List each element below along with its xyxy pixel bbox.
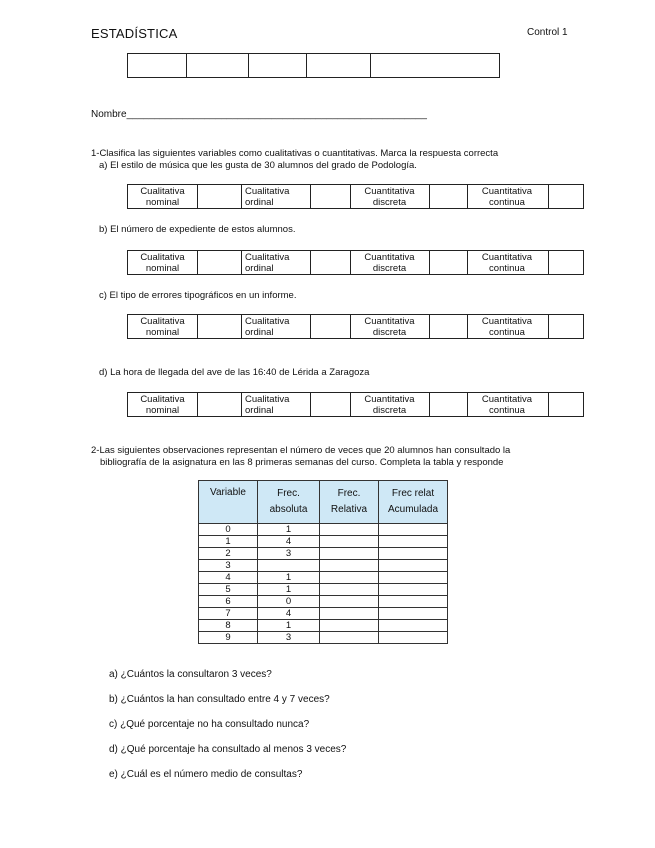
option-cell: Cualitativa ordinal [245,316,290,338]
item-a: a) El estilo de música que les gusta de 30 alumnos del grado de Podología. [99,160,417,171]
table-row: 3 [199,560,448,572]
option-cell: Cuantitativa continua [481,252,533,274]
option-cell: Cuantitativa continua [481,186,533,208]
option-cell: Cualitativa ordinal [245,394,290,416]
option-cell: Cualitativa ordinal [245,186,290,208]
options-row-c [127,314,584,339]
option-cell: Cuantitativa discreta [364,186,415,208]
frequency-table [198,480,448,644]
header-frec-absoluta: Frec. absoluta [258,481,320,524]
grade-cell [371,54,500,78]
options-row-b [127,250,584,275]
page-title: ESTADÍSTICA [91,26,178,41]
header-variable: Variable [199,481,258,524]
options-row-d [127,392,584,417]
grade-cell [128,54,187,78]
table-row: 7 4 [199,608,448,620]
control-label: Control 1 [527,27,568,38]
option-cell: Cualitativa nominal [140,186,185,208]
option-cell: Cuantitativa discreta [364,252,415,274]
section1-intro: 1-Clasifica las siguientes variables como cualitativas o cuantitativas. Marca la respuesta correcta [91,148,499,159]
table-row: 4 1 [199,572,448,584]
grade-box [127,53,500,78]
question-b: b) ¿Cuántos la han consultado entre 4 y 7 veces? [109,694,330,705]
grade-cell [249,54,307,78]
question-a: a) ¿Cuántos la consultaron 3 veces? [109,669,272,680]
table-row: 8 1 [199,620,448,632]
table-header-row [199,481,448,524]
option-cell: Cualitativa nominal [140,394,185,416]
table-row: 1 4 [199,536,448,548]
table-row: 2 3 [199,548,448,560]
option-cell: Cualitativa ordinal [245,252,290,274]
item-d: d) La hora de llegada del ave de las 16:40 de Lérida a Zaragoza [99,367,370,378]
table-row: 9 3 [199,632,448,644]
option-cell: Cualitativa nominal [140,252,185,274]
options-row-a [127,184,584,209]
option-cell: Cuantitativa continua [481,316,533,338]
table-row: 0 1 [199,524,448,536]
header-frec-acumulada: Frec relat Acumulada [379,481,448,524]
grade-cell [307,54,371,78]
option-cell: Cualitativa nominal [140,316,185,338]
item-b: b) El número de expediente de estos alumnos. [99,224,296,235]
item-c: c) El tipo de errores tipográficos en un informe. [99,290,297,301]
question-e: e) ¿Cuál es el número medio de consultas? [109,769,303,780]
table-row: 6 0 [199,596,448,608]
question-d: d) ¿Qué porcentaje ha consultado al menos 3 veces? [109,744,347,755]
section2-intro-line1: 2-Las siguientes observaciones representan el número de veces que 20 alumnos han consultado la [91,445,511,456]
name-field: Nombre______________________________________________________ [91,109,427,120]
header-frec-relativa: Frec. Relativa [320,481,379,524]
option-cell: Cuantitativa discreta [364,394,415,416]
grade-cell [187,54,249,78]
section2-intro-line2: bibliografía de la asignatura en las 8 primeras semanas del curso. Completa la tabla y responde [100,457,504,468]
option-cell: Cuantitativa continua [481,394,533,416]
question-c: c) ¿Qué porcentaje no ha consultado nunca? [109,719,310,730]
option-cell: Cuantitativa discreta [364,316,415,338]
table-row: 5 1 [199,584,448,596]
